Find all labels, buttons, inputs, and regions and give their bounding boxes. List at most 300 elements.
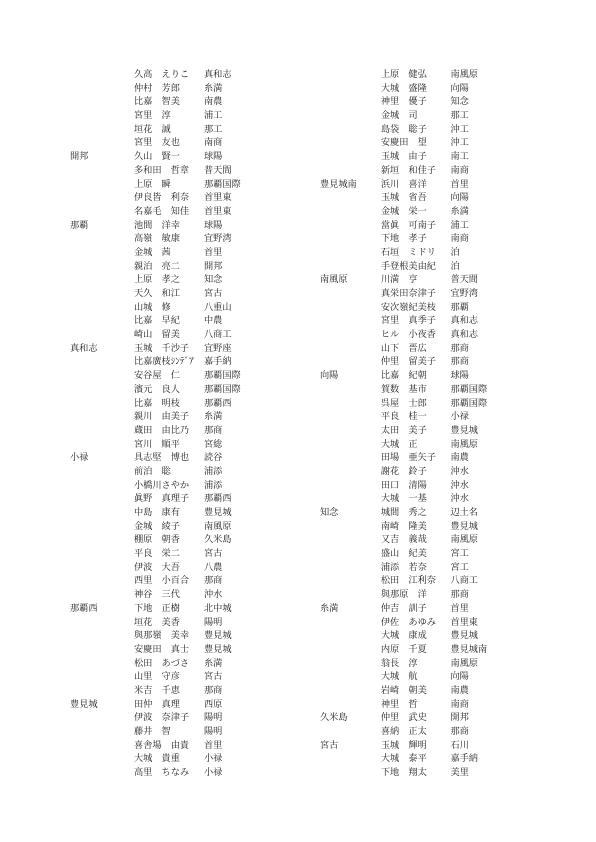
person-name: 大城 泰平: [380, 753, 427, 765]
school-name: 向陽: [450, 192, 469, 204]
table-row: [320, 670, 520, 684]
person-name: 上原 孝之: [134, 274, 180, 286]
person-name: 岩崎 朝美: [380, 684, 427, 696]
table-row: [70, 95, 285, 109]
person-name: 上原 健弘: [380, 69, 427, 80]
school-name: 浦工: [204, 110, 223, 122]
table-row: [70, 698, 285, 712]
school-name: 那商: [450, 342, 469, 354]
person-name: 盛山 紀美: [380, 548, 427, 560]
table-row: [320, 574, 520, 588]
person-name: 具志堅 博也: [134, 452, 190, 464]
table-row: [320, 561, 520, 575]
table-row: [320, 301, 520, 315]
table-row: [320, 355, 520, 369]
school-name: 沖水: [204, 589, 223, 601]
person-name: 山里 守彦: [134, 671, 180, 683]
school-name: 陽明: [204, 616, 223, 628]
person-name: 大城 盛隆: [380, 82, 427, 94]
table-row: [70, 561, 285, 575]
table-row: [70, 725, 285, 739]
school-name: 宮工: [450, 548, 469, 560]
person-name: 大城 一基: [380, 493, 427, 505]
person-name: 親泊 亮二: [134, 260, 180, 272]
person-name: 大城 正: [380, 438, 418, 450]
school-name: 那商: [450, 726, 469, 737]
table-row: [320, 616, 520, 630]
table-row: [70, 410, 285, 424]
person-name: 喜舎場 由貴: [134, 739, 190, 751]
table-row: [320, 602, 520, 616]
group-label: 知念: [320, 507, 339, 518]
person-name: 下地 孝子: [380, 233, 427, 245]
table-row: [70, 547, 285, 561]
person-name: 垣花 美香: [134, 616, 180, 628]
table-row: [320, 725, 520, 739]
table-row: [320, 698, 520, 712]
group-label: 豊見城南: [320, 178, 357, 190]
person-name: 玉城 省吾: [380, 192, 427, 204]
person-name: 神里 哲: [380, 698, 418, 710]
school-name: 那工: [204, 123, 223, 135]
table-row: [320, 410, 520, 424]
person-name: 手登根美由紀: [380, 260, 436, 272]
table-row: [320, 465, 520, 479]
table-row: [70, 602, 285, 616]
school-name: 八重山: [204, 301, 232, 313]
table-row: [320, 766, 520, 780]
person-name: 伊良皆 利奈: [134, 192, 190, 204]
person-name: 玉城 輝明: [380, 739, 427, 751]
table-row: [70, 629, 285, 643]
school-name: 沖水: [450, 493, 469, 505]
school-name: 久米島: [204, 534, 232, 546]
school-name: 真和志: [204, 69, 232, 80]
left-column: [70, 68, 285, 780]
school-name: 球陽: [204, 151, 223, 163]
school-name: 豊見城: [450, 520, 478, 532]
person-name: 又吉 義哉: [380, 534, 427, 546]
person-name: 喜納 正太: [380, 726, 427, 737]
person-name: 安次嶺紀美枝: [380, 301, 436, 313]
person-name: 田仲 真理: [134, 698, 180, 710]
table-row: [70, 287, 285, 301]
person-name: 金城 茜: [134, 246, 171, 258]
table-row: [320, 739, 520, 753]
group-label: 久米島: [320, 712, 348, 724]
person-name: 比嘉 明枝: [134, 397, 180, 409]
school-name: 沖水: [450, 479, 469, 491]
school-name: 首里: [204, 739, 223, 751]
person-name: 米吉 千恵: [134, 684, 180, 696]
person-name: 太田 美子: [380, 424, 427, 436]
person-name: 金城 綾子: [134, 520, 180, 532]
table-row: [320, 109, 520, 123]
person-name: 棚原 朝香: [134, 534, 180, 546]
table-row: [70, 219, 285, 233]
school-name: 那商: [450, 589, 469, 601]
person-name: 大城 貴重: [134, 753, 180, 765]
table-row: [70, 232, 285, 246]
person-name: 安慶田 真士: [134, 643, 190, 655]
school-name: 糸満: [204, 411, 223, 423]
table-row: [320, 684, 520, 698]
person-name: 崎山 留美: [134, 329, 180, 341]
table-row: [70, 342, 285, 356]
school-name: 沖水: [450, 465, 469, 477]
table-row: [70, 178, 285, 192]
person-name: 仲吉 訓子: [380, 602, 427, 614]
table-row: [70, 273, 285, 287]
school-name: 南商: [450, 233, 469, 245]
table-row: [320, 397, 520, 411]
person-name: 宮川 順平: [134, 438, 180, 450]
school-name: 糸満: [450, 205, 469, 217]
school-name: 首里: [450, 602, 469, 614]
school-name: 球陽: [204, 219, 223, 231]
school-name: 南商: [204, 137, 223, 149]
table-row: [320, 547, 520, 561]
school-name: 南農: [450, 452, 469, 464]
table-row: [70, 136, 285, 150]
school-name: 普天間: [204, 164, 232, 176]
person-name: 伊佐 あゆみ: [380, 616, 436, 628]
school-name: 南農: [204, 96, 223, 108]
school-name: 那工: [450, 110, 469, 122]
school-name: 球陽: [450, 370, 469, 382]
table-row: [320, 492, 520, 506]
school-name: 開邦: [450, 712, 469, 724]
group-label: 那覇: [70, 219, 89, 231]
person-name: 大城 康成: [380, 630, 427, 642]
table-row: [320, 520, 520, 534]
school-name: 八商工: [450, 575, 478, 587]
table-row: [320, 95, 520, 109]
person-name: 玉城 由子: [380, 151, 427, 163]
table-row: [320, 82, 520, 96]
table-row: [70, 424, 285, 438]
school-name: 小禄: [204, 767, 223, 779]
school-name: 豊見城: [204, 507, 232, 518]
table-row: [320, 588, 520, 602]
school-name: 陽明: [204, 712, 223, 724]
table-row: [70, 520, 285, 534]
person-name: 小橋川さやか: [134, 479, 190, 491]
school-name: 那覇国際: [450, 397, 488, 409]
table-row: [70, 150, 285, 164]
school-name: 陽明: [204, 726, 223, 737]
school-name: 那覇: [450, 301, 469, 313]
table-row: [320, 164, 520, 178]
person-name: 伊波 大吾: [134, 561, 180, 573]
school-name: 宜野湾: [450, 288, 478, 299]
table-row: [320, 629, 520, 643]
table-row: [320, 438, 520, 452]
school-name: 八商工: [204, 329, 232, 341]
school-name: 泊: [450, 260, 460, 272]
person-name: 親川 由美子: [134, 411, 190, 423]
person-name: 石垣 ミドリ: [380, 246, 436, 258]
group-label: 糸満: [320, 602, 339, 614]
school-name: 読谷: [204, 452, 223, 464]
person-name: 宮里 友也: [134, 137, 180, 149]
person-name: 比嘉 早紀: [134, 315, 180, 327]
person-name: 多和田 哲章: [134, 164, 190, 176]
school-name: 那覇国際: [204, 383, 241, 395]
school-name: 沖工: [450, 123, 469, 135]
table-row: [320, 383, 520, 397]
school-name: 沖工: [450, 137, 469, 149]
table-row: [70, 479, 285, 493]
school-name: 知念: [450, 96, 469, 108]
person-name: 眞野 真理子: [134, 493, 190, 505]
table-row: [320, 369, 520, 383]
school-name: 宜野湾: [204, 233, 232, 245]
person-name: 名嘉毛 知佳: [134, 205, 190, 217]
person-name: 島袋 聡子: [380, 123, 427, 135]
school-name: 豊見城: [450, 630, 478, 642]
table-row: [320, 260, 520, 274]
person-name: 平良 栄二: [134, 548, 180, 560]
table-row: [70, 246, 285, 260]
person-name: 安慶田 望: [380, 137, 427, 149]
person-name: 上原 瞬: [134, 178, 171, 190]
table-row: [70, 588, 285, 602]
school-name: 西原: [204, 698, 223, 710]
table-row: [70, 123, 285, 137]
person-name: 天久 和江: [134, 288, 180, 299]
table-row: [70, 492, 285, 506]
table-row: [320, 752, 520, 766]
person-name: 垣花 誠: [134, 123, 171, 135]
person-name: 城間 秀之: [380, 507, 427, 518]
school-name: 那覇国際: [204, 370, 241, 382]
table-row: [70, 328, 285, 342]
person-name: 仲村 芳郎: [134, 82, 180, 94]
person-name: 高里 ちなみ: [134, 767, 190, 779]
person-name: 當眞 可南子: [380, 219, 436, 231]
person-name: 比嘉 智美: [134, 96, 180, 108]
table-row: [70, 670, 285, 684]
school-name: 宜野座: [204, 342, 232, 354]
school-name: 北中城: [204, 602, 232, 614]
table-row: [70, 684, 285, 698]
table-row: [320, 424, 520, 438]
group-label: 那覇西: [70, 602, 98, 614]
table-row: [320, 246, 520, 260]
person-name: 與那原 洋: [380, 589, 427, 601]
table-row: [70, 355, 285, 369]
school-name: 南風原: [204, 520, 232, 532]
person-name: 前泊 聡: [134, 465, 171, 477]
school-name: 石川: [450, 739, 469, 751]
table-row: [320, 451, 520, 465]
school-name: 那覇西: [204, 397, 232, 409]
group-label: 宮古: [320, 739, 339, 751]
table-row: [320, 191, 520, 205]
person-name: 與那嶺 美幸: [134, 630, 190, 642]
school-name: 那商: [204, 575, 223, 587]
person-name: 田口 清陽: [380, 479, 427, 491]
group-label: 向陽: [320, 370, 339, 382]
school-name: 首里東: [204, 205, 232, 217]
person-name: 真栄田奈津子: [380, 288, 436, 299]
table-row: [320, 205, 520, 219]
school-name: 南商: [450, 698, 469, 710]
group-label: 開邦: [70, 151, 89, 163]
school-name: 首里: [450, 178, 469, 190]
person-name: 翁長 淳: [380, 657, 418, 669]
person-name: 仲里 留美子: [380, 356, 436, 368]
group-label: 南風原: [320, 274, 348, 286]
school-name: 糸満: [204, 657, 223, 669]
school-name: 豊見城南: [450, 643, 488, 655]
table-row: [320, 287, 520, 301]
table-row: [320, 150, 520, 164]
school-name: 南風原: [450, 534, 478, 546]
school-name: 開邦: [204, 260, 223, 272]
person-name: 神里 優子: [380, 96, 427, 108]
person-name: 比嘉廣枝ｼﾝﾃﾞｱ: [134, 356, 194, 368]
group-label: 真和志: [70, 342, 98, 354]
school-name: 南商: [450, 164, 469, 176]
person-name: 大城 航: [380, 671, 418, 683]
table-row: [320, 479, 520, 493]
school-name: 那商: [450, 356, 469, 368]
school-name: 小禄: [450, 411, 469, 423]
person-name: 池間 洋幸: [134, 219, 180, 231]
person-name: 下地 正樹: [134, 602, 180, 614]
person-name: 伊波 奈津子: [134, 712, 190, 724]
table-row: [320, 328, 520, 342]
table-row: [70, 205, 285, 219]
school-name: 南農: [450, 684, 469, 696]
person-name: 久高 えりこ: [134, 69, 190, 80]
person-name: 謝花 鈴子: [380, 465, 427, 477]
table-row: [320, 178, 520, 192]
person-name: ヒル 小夜香: [380, 329, 436, 341]
table-row: [320, 657, 520, 671]
school-name: 泊: [450, 246, 460, 258]
school-name: 宮古: [204, 548, 223, 560]
school-name: 那商: [204, 424, 223, 436]
group-label: 小禄: [70, 452, 89, 464]
person-name: 比嘉 紀朝: [380, 370, 427, 382]
table-row: [320, 342, 520, 356]
table-row: [320, 711, 520, 725]
school-name: 浦添: [204, 465, 223, 477]
person-name: 呉屋 士郎: [380, 397, 427, 409]
table-row: [70, 438, 285, 452]
school-name: 真和志: [450, 315, 478, 327]
table-row: [70, 752, 285, 766]
school-name: 美里: [450, 767, 469, 779]
school-name: 首里: [204, 246, 223, 258]
school-name: 宮総: [204, 438, 223, 450]
school-name: 普天間: [450, 274, 478, 286]
school-name: 知念: [204, 274, 223, 286]
person-name: 金城 司: [380, 110, 418, 122]
school-name: 南風原: [450, 69, 478, 80]
table-row: [70, 574, 285, 588]
school-name: 首里東: [450, 616, 478, 628]
person-name: 賀数 基市: [380, 383, 427, 395]
person-name: 川満 亨: [380, 274, 418, 286]
school-name: 辺土名: [450, 507, 478, 518]
table-row: [70, 766, 285, 780]
table-row: [70, 451, 285, 465]
person-name: 神谷 三代: [134, 589, 180, 601]
person-name: 宮里 淳: [134, 110, 171, 122]
school-name: 豊見城: [204, 630, 232, 642]
table-row: [70, 711, 285, 725]
table-row: [320, 136, 520, 150]
school-name: 浦添: [204, 479, 223, 491]
person-name: 田場 亜矢子: [380, 452, 436, 464]
table-row: [320, 533, 520, 547]
table-row: [70, 68, 285, 82]
person-name: 安谷屋 仁: [134, 370, 180, 382]
table-row: [70, 397, 285, 411]
school-name: 那覇国際: [450, 383, 488, 395]
person-name: 松田 あづさ: [134, 657, 190, 669]
table-row: [70, 506, 285, 520]
school-name: 南風原: [450, 438, 478, 450]
school-name: 南工: [450, 151, 469, 163]
person-name: 内原 千夏: [380, 643, 427, 655]
person-name: 南崎 隆美: [380, 520, 427, 532]
table-row: [70, 109, 285, 123]
person-name: 金城 栄一: [380, 205, 427, 217]
person-name: 藤井 智: [134, 726, 171, 737]
school-name: 八農: [204, 561, 223, 573]
school-name: 嘉手納: [450, 753, 478, 765]
school-name: 糸満: [204, 82, 223, 94]
table-row: [70, 465, 285, 479]
school-name: 宮古: [204, 288, 223, 299]
person-name: 松田 江利奈: [380, 575, 436, 587]
table-row: [70, 383, 285, 397]
table-row: [70, 616, 285, 630]
person-name: 蔵田 由比乃: [134, 424, 190, 436]
table-row: [70, 643, 285, 657]
school-name: 南風原: [450, 657, 478, 669]
school-name: 那覇国際: [204, 178, 241, 190]
person-name: 高嶺 敏康: [134, 233, 180, 245]
school-name: 中農: [204, 315, 223, 327]
person-name: 玉城 千沙子: [134, 342, 190, 354]
table-row: [320, 68, 520, 82]
table-row: [70, 82, 285, 96]
person-name: 西里 小百合: [134, 575, 190, 587]
school-name: 向陽: [450, 82, 469, 94]
school-name: 宮古: [204, 671, 223, 683]
person-name: 中島 康有: [134, 507, 180, 518]
table-row: [320, 273, 520, 287]
school-name: 豊見城: [450, 424, 478, 436]
table-row: [320, 219, 520, 233]
group-label: 豊見城: [70, 698, 98, 710]
table-row: [70, 657, 285, 671]
table-row: [320, 232, 520, 246]
person-name: 新垣 和佳子: [380, 164, 436, 176]
table-row: [70, 369, 285, 383]
table-row: [70, 191, 285, 205]
table-row: [70, 164, 285, 178]
school-name: 那覇西: [204, 493, 232, 505]
person-name: 浦添 若奈: [380, 561, 427, 573]
school-name: 宮工: [450, 561, 469, 573]
